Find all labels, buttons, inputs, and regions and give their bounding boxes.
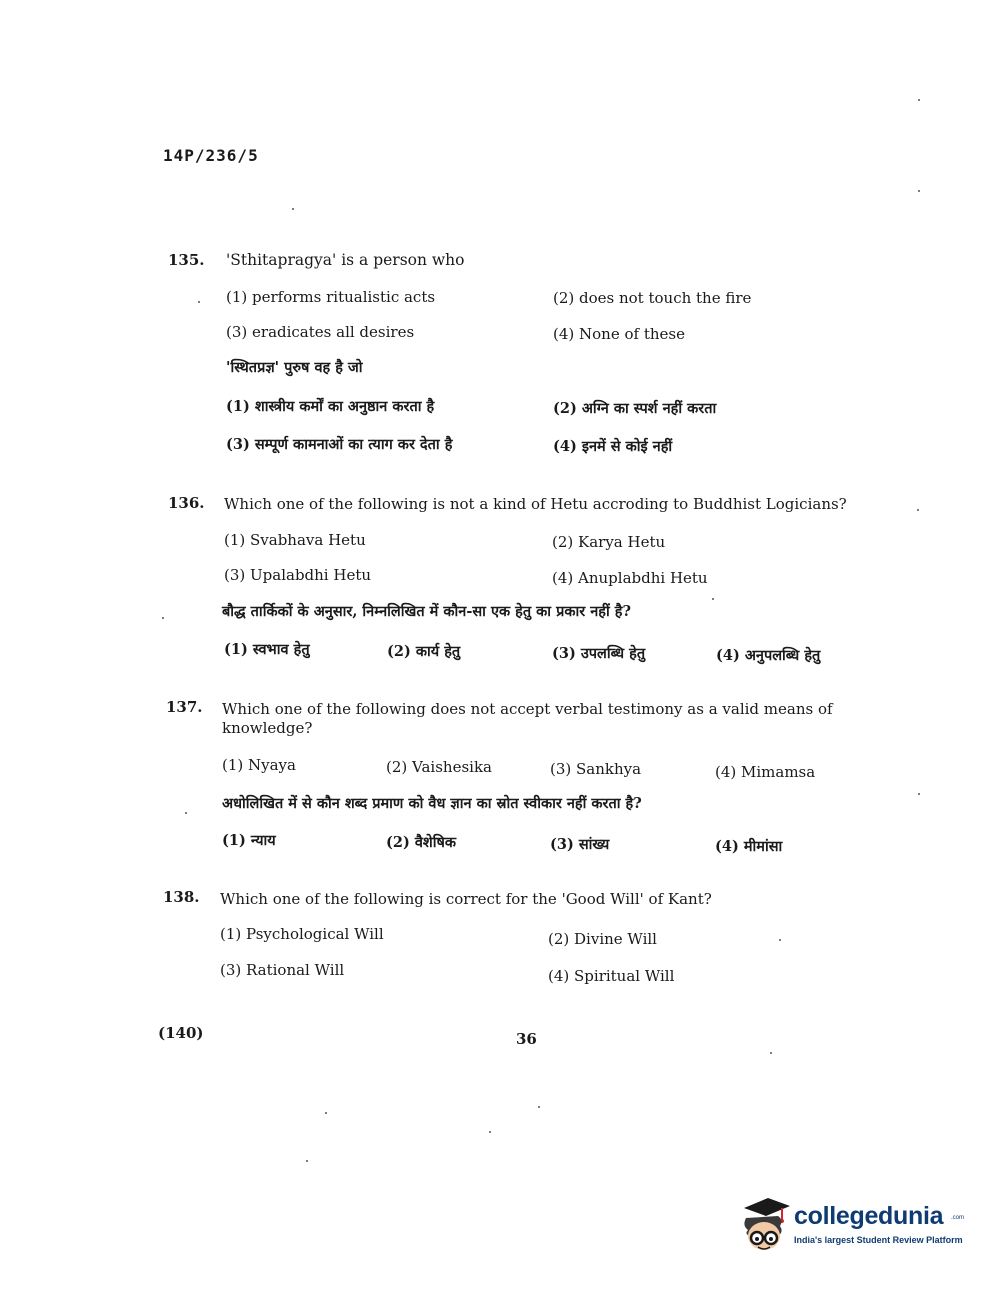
question-text-en-line1: Which one of the following does not accept verbal testimony as a valid means of (222, 700, 833, 718)
option-hi-2: (2) कार्य हेतु (387, 643, 461, 660)
question-text-en: Which one of the following is not a kind of Hetu accroding to Buddhist Logicians? (224, 495, 847, 513)
option-en-4: (4) None of these (553, 325, 685, 343)
question-number: 137. (166, 698, 203, 716)
option-hi-2: (2) वैशेषिक (386, 834, 457, 851)
scan-speck (306, 1160, 308, 1162)
scan-speck (779, 939, 781, 941)
scan-speck (770, 1052, 772, 1054)
scan-speck (185, 812, 187, 814)
question-text-en: Which one of the following is correct for the 'Good Will' of Kant? (220, 890, 712, 908)
scan-speck (918, 190, 920, 192)
footer-code: (140) (158, 1024, 204, 1042)
option-en-2: (2) Divine Will (548, 930, 657, 948)
logo-wordmark: collegedunia (794, 1202, 944, 1230)
option-hi-3: (3) सम्पूर्ण कामनाओं का त्याग कर देता है (226, 436, 453, 453)
option-hi-3: (3) उपलब्धि हेतु (552, 645, 646, 662)
logo-domain-suffix: .com (951, 1215, 965, 1221)
option-hi-3: (3) सांख्य (550, 836, 610, 853)
question-number: 136. (168, 494, 205, 512)
option-en-1: (1) Nyaya (222, 756, 296, 774)
collegedunia-logo[interactable] (738, 1196, 963, 1256)
option-en-1: (1) performs ritualistic acts (226, 288, 436, 306)
option-en-4: (4) Spiritual Will (548, 967, 675, 985)
mascot-icon (738, 1196, 792, 1256)
option-hi-4: (4) मीमांसा (715, 838, 783, 855)
scan-speck (198, 301, 200, 303)
scan-speck (292, 208, 294, 210)
question-text-hi: अधोलिखित में से कौन शब्द प्रमाण को वैध ज्ञान का स्रोत स्वीकार नहीं करता है? (222, 795, 642, 812)
option-en-1: (1) Svabhava Hetu (224, 531, 366, 549)
question-number: 138. (163, 888, 200, 906)
option-en-3: (3) eradicates all desires (226, 323, 415, 341)
option-en-4: (4) Anuplabdhi Hetu (552, 569, 708, 587)
option-hi-2: (2) अग्नि का स्पर्श नहीं करता (553, 400, 717, 417)
question-text-hi: बौद्ध तार्किकों के अनुसार, निम्नलिखित में कौन-सा एक हेतु का प्रकार नहीं है? (222, 603, 631, 620)
scan-speck (325, 1112, 327, 1114)
option-hi-1: (1) स्वभाव हेतु (224, 641, 310, 658)
logo-tagline: India's largest Student Review Platform (794, 1235, 963, 1245)
option-hi-1: (1) न्याय (222, 832, 276, 849)
scan-speck (918, 793, 920, 795)
question-number: 135. (168, 251, 205, 269)
option-en-2: (2) Vaishesika (386, 758, 492, 776)
page-number: 36 (516, 1030, 537, 1048)
option-en-4: (4) Mimamsa (715, 763, 816, 781)
option-en-2: (2) does not touch the fire (553, 289, 752, 307)
question-text-en-line2: knowledge? (222, 719, 313, 737)
paper-code: 14P/236/5 (163, 146, 259, 165)
option-en-3: (3) Rational Will (220, 961, 345, 979)
option-en-3: (3) Sankhya (550, 760, 642, 778)
option-hi-4: (4) इनमें से कोई नहीं (553, 438, 673, 455)
question-text-hi: 'स्थितप्रज्ञ' पुरुष वह है जो (226, 359, 363, 376)
scan-speck (712, 598, 714, 600)
scan-speck (538, 1106, 540, 1108)
option-hi-4: (4) अनुपलब्धि हेतु (716, 647, 821, 664)
option-en-2: (2) Karya Hetu (552, 533, 666, 551)
option-en-1: (1) Psychological Will (220, 925, 384, 943)
scan-speck (918, 99, 920, 101)
option-hi-1: (1) शास्त्रीय कर्मों का अनुष्ठान करता है (226, 398, 435, 415)
scan-speck (917, 509, 919, 511)
question-text-en: 'Sthitapragya' is a person who (226, 251, 465, 269)
scan-speck (489, 1131, 491, 1133)
option-en-3: (3) Upalabdhi Hetu (224, 566, 372, 584)
scan-speck (162, 617, 164, 619)
